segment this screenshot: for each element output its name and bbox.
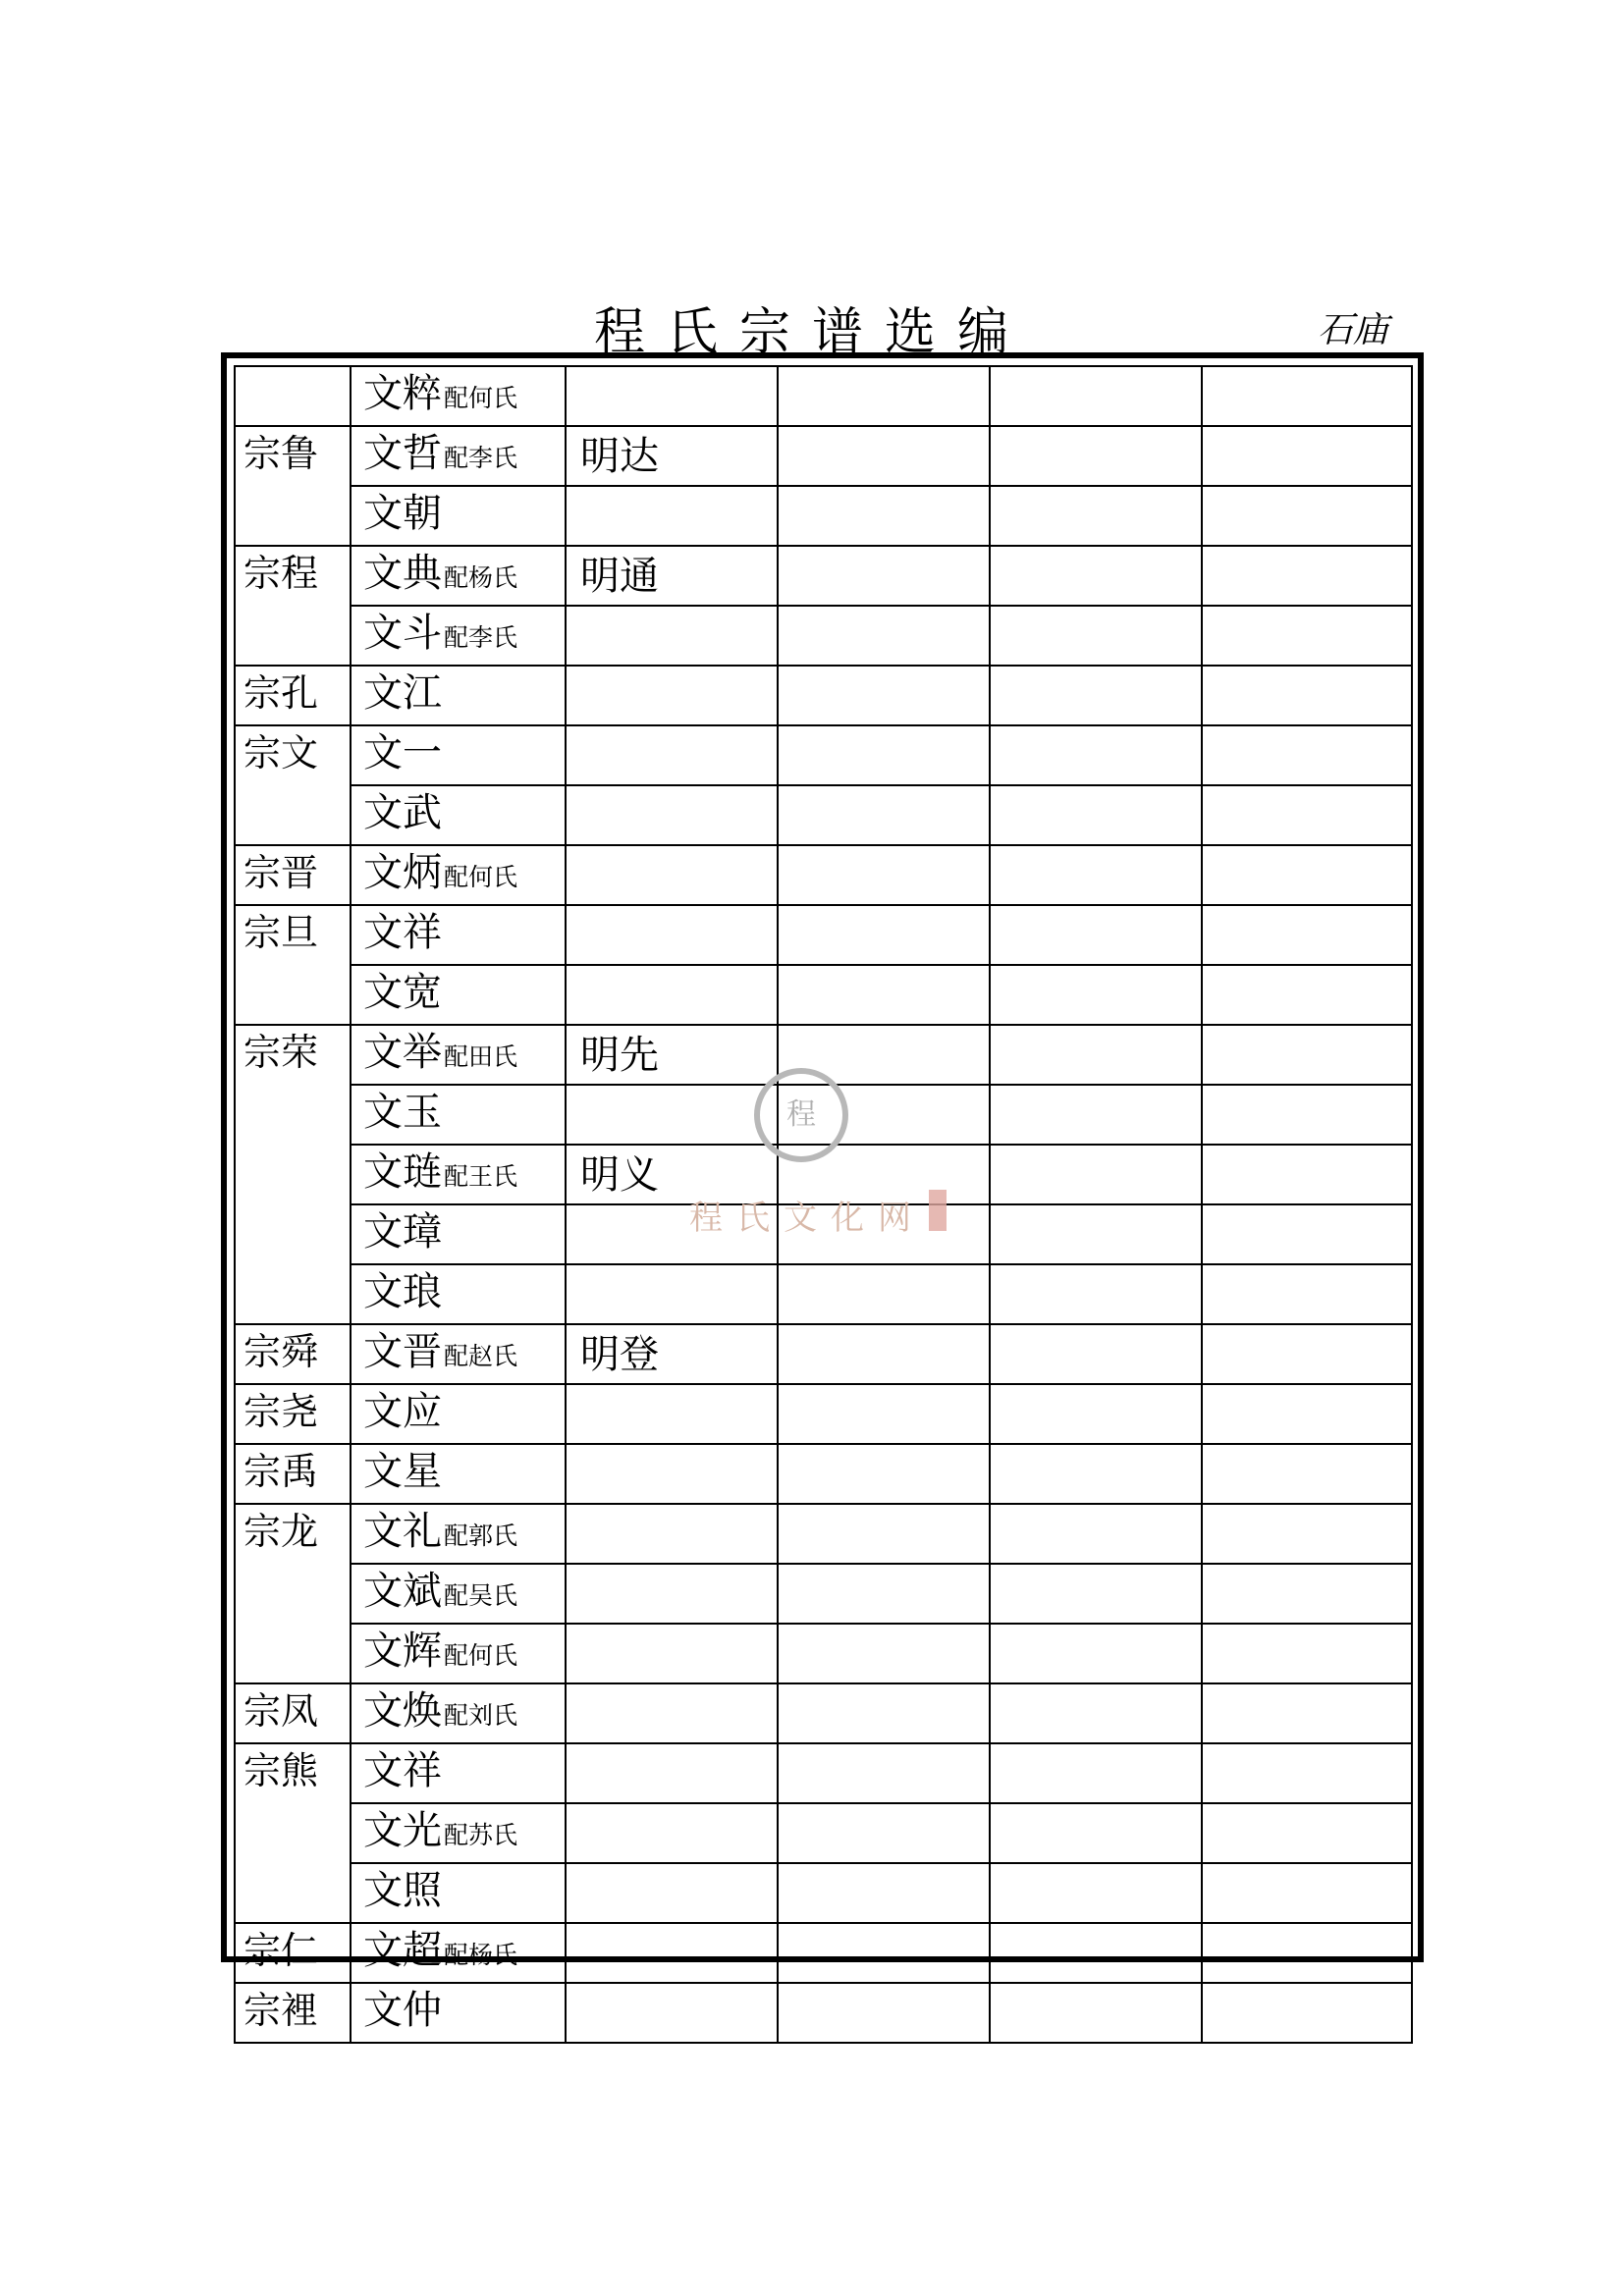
spouse-note: 配杨氏	[444, 563, 518, 592]
wen-generation-cell	[351, 426, 566, 486]
empty-generation-cell	[1202, 606, 1412, 666]
member-name: 文江	[363, 670, 442, 716]
table-row	[235, 1624, 1412, 1683]
ming-generation-cell	[566, 1564, 778, 1624]
ming-generation-cell: 明登	[566, 1324, 778, 1384]
empty-generation-cell	[1202, 1983, 1412, 2043]
empty-generation-cell	[778, 1264, 990, 1324]
empty-generation-cell	[1202, 546, 1412, 606]
empty-generation-cell	[990, 486, 1202, 546]
empty-generation-cell	[990, 1085, 1202, 1145]
empty-generation-cell	[990, 1264, 1202, 1324]
table-row	[235, 965, 1412, 1025]
empty-generation-cell	[1202, 1803, 1412, 1863]
empty-generation-cell	[778, 1624, 990, 1683]
watermark-site-name: 程氏文化网	[689, 1199, 925, 1238]
ming-generation-cell: 明达	[566, 426, 778, 486]
empty-generation-cell	[990, 1384, 1202, 1444]
empty-generation-cell	[990, 1444, 1202, 1504]
empty-generation-cell	[1202, 1624, 1412, 1683]
empty-generation-cell	[1202, 1504, 1412, 1564]
empty-generation-cell	[778, 666, 990, 725]
ming-generation-cell	[566, 486, 778, 546]
table-row	[235, 1264, 1412, 1324]
empty-generation-cell	[1202, 845, 1412, 905]
zong-generation-cell: 宗龙	[235, 1504, 351, 1683]
ming-generation-cell	[566, 666, 778, 725]
zong-generation-cell: 宗文	[235, 725, 351, 845]
empty-generation-cell	[1202, 1743, 1412, 1803]
spouse-note: 配郭氏	[444, 1522, 518, 1550]
spouse-note: 配何氏	[444, 863, 518, 891]
wen-generation-cell	[351, 1204, 566, 1264]
member-name: 文璋	[363, 1209, 442, 1255]
table-row	[235, 785, 1412, 845]
table-row	[235, 1384, 1412, 1444]
spouse-note: 配赵氏	[444, 1342, 518, 1370]
member-name: 文斗	[363, 611, 442, 656]
empty-generation-cell	[778, 725, 990, 785]
table-row	[235, 845, 1412, 905]
table-row	[235, 1564, 1412, 1624]
empty-generation-cell	[990, 1564, 1202, 1624]
ming-generation-cell	[566, 1444, 778, 1504]
empty-generation-cell	[990, 1863, 1202, 1923]
member-name: 文一	[363, 730, 442, 775]
empty-generation-cell	[778, 785, 990, 845]
zong-generation-cell: 宗裡	[235, 1983, 351, 2043]
empty-generation-cell	[778, 1683, 990, 1743]
genealogy-table-frame	[221, 352, 1424, 2033]
wen-generation-cell	[351, 785, 566, 845]
zong-generation-cell: 宗舜	[235, 1324, 351, 1384]
wen-generation-cell	[351, 666, 566, 725]
member-name: 文斌	[363, 1569, 442, 1614]
zong-generation-cell: 宗晋	[235, 845, 351, 905]
spouse-note: 配吴氏	[444, 1581, 518, 1610]
empty-generation-cell	[778, 1444, 990, 1504]
member-name: 文祥	[363, 1748, 442, 1793]
empty-generation-cell	[990, 1145, 1202, 1204]
empty-generation-cell	[778, 366, 990, 426]
ming-generation-cell	[566, 1085, 778, 1145]
empty-generation-cell	[778, 1384, 990, 1444]
wen-generation-cell	[351, 725, 566, 785]
watermark-stamp-icon	[929, 1190, 947, 1231]
empty-generation-cell	[778, 1564, 990, 1624]
table-row	[235, 1983, 1412, 2043]
table-row	[235, 1743, 1412, 1803]
member-name: 文仲	[363, 1988, 442, 2033]
spouse-note: 配王氏	[444, 1162, 518, 1191]
empty-generation-cell	[990, 1983, 1202, 2043]
empty-generation-cell	[1202, 1264, 1412, 1324]
member-name: 文礼	[363, 1509, 442, 1554]
zong-generation-cell: 宗凤	[235, 1683, 351, 1743]
ming-generation-cell	[566, 905, 778, 965]
empty-generation-cell	[1202, 1025, 1412, 1085]
empty-generation-cell	[990, 366, 1202, 426]
wen-generation-cell	[351, 905, 566, 965]
empty-generation-cell	[778, 1504, 990, 1564]
page-title: 程氏宗谱选编	[593, 303, 1030, 362]
member-name: 文典	[363, 551, 442, 596]
member-name: 文炳	[363, 850, 442, 895]
wen-generation-cell	[351, 1863, 566, 1923]
zong-generation-cell: 宗禹	[235, 1444, 351, 1504]
table-row	[235, 1803, 1412, 1863]
empty-generation-cell	[778, 1923, 990, 1983]
ming-generation-cell	[566, 606, 778, 666]
ming-generation-cell	[566, 1683, 778, 1743]
empty-generation-cell	[778, 1324, 990, 1384]
wen-generation-cell	[351, 965, 566, 1025]
empty-generation-cell	[1202, 1683, 1412, 1743]
empty-generation-cell	[1202, 1324, 1412, 1384]
member-name: 文焕	[363, 1688, 442, 1734]
table-row	[235, 1863, 1412, 1923]
spouse-note: 配杨氏	[444, 1941, 518, 1969]
ming-generation-cell	[566, 785, 778, 845]
empty-generation-cell	[1202, 1863, 1412, 1923]
ming-generation-cell	[566, 1743, 778, 1803]
wen-generation-cell	[351, 1743, 566, 1803]
empty-generation-cell	[990, 785, 1202, 845]
table-row	[235, 606, 1412, 666]
empty-generation-cell	[778, 965, 990, 1025]
empty-generation-cell	[778, 1863, 990, 1923]
ming-generation-cell	[566, 1264, 778, 1324]
ming-generation-cell	[566, 1624, 778, 1683]
member-name: 文琏	[363, 1149, 442, 1195]
member-name: 文照	[363, 1868, 442, 1913]
empty-generation-cell	[778, 1803, 990, 1863]
wen-generation-cell	[351, 1145, 566, 1204]
empty-generation-cell	[1202, 1564, 1412, 1624]
member-name: 文超	[363, 1928, 442, 1973]
ming-generation-cell	[566, 1863, 778, 1923]
empty-generation-cell	[990, 426, 1202, 486]
zong-generation-cell: 宗尧	[235, 1384, 351, 1444]
empty-generation-cell	[778, 426, 990, 486]
table-row	[235, 1444, 1412, 1504]
empty-generation-cell	[1202, 366, 1412, 426]
wen-generation-cell	[351, 1384, 566, 1444]
watermark-seal-icon: 程	[754, 1068, 848, 1162]
ming-generation-cell	[566, 366, 778, 426]
wen-generation-cell	[351, 606, 566, 666]
table-row	[235, 486, 1412, 546]
wen-generation-cell	[351, 1624, 566, 1683]
empty-generation-cell	[990, 1923, 1202, 1983]
empty-generation-cell	[990, 1743, 1202, 1803]
empty-generation-cell	[1202, 666, 1412, 725]
empty-generation-cell	[778, 486, 990, 546]
table-row	[235, 1504, 1412, 1564]
member-name: 文光	[363, 1808, 442, 1853]
member-name: 文哲	[363, 431, 442, 476]
table-row	[235, 666, 1412, 725]
wen-generation-cell	[351, 845, 566, 905]
empty-generation-cell	[778, 905, 990, 965]
empty-generation-cell	[778, 845, 990, 905]
ming-generation-cell: 明先	[566, 1025, 778, 1085]
wen-generation-cell	[351, 1803, 566, 1863]
zong-generation-cell: 宗熊	[235, 1743, 351, 1923]
empty-generation-cell	[1202, 1444, 1412, 1504]
wen-generation-cell	[351, 1983, 566, 2043]
wen-generation-cell	[351, 366, 566, 426]
member-name: 文星	[363, 1449, 442, 1494]
empty-generation-cell	[990, 666, 1202, 725]
wen-generation-cell	[351, 1564, 566, 1624]
empty-generation-cell	[1202, 486, 1412, 546]
wen-generation-cell	[351, 486, 566, 546]
empty-generation-cell	[990, 905, 1202, 965]
member-name: 文武	[363, 790, 442, 835]
wen-generation-cell	[351, 1264, 566, 1324]
empty-generation-cell	[1202, 1384, 1412, 1444]
table-row	[235, 426, 1412, 486]
table-row	[235, 1683, 1412, 1743]
empty-generation-cell	[778, 1983, 990, 2043]
ming-generation-cell	[566, 1983, 778, 2043]
ming-generation-cell	[566, 1384, 778, 1444]
empty-generation-cell	[990, 725, 1202, 785]
table-row	[235, 366, 1412, 426]
zong-generation-cell: 宗旦	[235, 905, 351, 1025]
member-name: 文应	[363, 1389, 442, 1434]
empty-generation-cell	[1202, 1923, 1412, 1983]
member-name: 文朝	[363, 491, 442, 536]
spouse-note: 配刘氏	[444, 1701, 518, 1730]
wen-generation-cell	[351, 1504, 566, 1564]
zong-generation-cell: 宗仁	[235, 1923, 351, 1983]
ming-generation-cell	[566, 725, 778, 785]
ming-generation-cell	[566, 845, 778, 905]
wen-generation-cell	[351, 1683, 566, 1743]
empty-generation-cell	[990, 1324, 1202, 1384]
spouse-note: 配李氏	[444, 444, 518, 472]
empty-generation-cell	[990, 1803, 1202, 1863]
member-name: 文宽	[363, 970, 442, 1015]
spouse-note: 配田氏	[444, 1042, 518, 1071]
ming-generation-cell	[566, 1923, 778, 1983]
empty-generation-cell	[990, 1204, 1202, 1264]
empty-generation-cell	[1202, 965, 1412, 1025]
empty-generation-cell	[1202, 1204, 1412, 1264]
zong-generation-cell	[235, 366, 351, 426]
member-name: 文琅	[363, 1269, 442, 1314]
empty-generation-cell	[778, 546, 990, 606]
empty-generation-cell	[1202, 725, 1412, 785]
zong-generation-cell: 宗程	[235, 546, 351, 666]
ming-generation-cell	[566, 1504, 778, 1564]
location-label: 石庙	[1318, 310, 1389, 350]
spouse-note: 配何氏	[444, 384, 518, 412]
member-name: 文晋	[363, 1329, 442, 1374]
zong-generation-cell: 宗鲁	[235, 426, 351, 546]
empty-generation-cell	[1202, 905, 1412, 965]
wen-generation-cell	[351, 1324, 566, 1384]
wen-generation-cell	[351, 1025, 566, 1085]
ming-generation-cell	[566, 965, 778, 1025]
table-row	[235, 905, 1412, 965]
empty-generation-cell	[990, 1683, 1202, 1743]
wen-generation-cell	[351, 1923, 566, 1983]
wen-generation-cell	[351, 1085, 566, 1145]
zong-generation-cell: 宗孔	[235, 666, 351, 725]
empty-generation-cell	[990, 1504, 1202, 1564]
member-name: 文举	[363, 1030, 442, 1075]
empty-generation-cell	[990, 1624, 1202, 1683]
empty-generation-cell	[1202, 1145, 1412, 1204]
member-name: 文粹	[363, 371, 442, 416]
ming-generation-cell: 明通	[566, 546, 778, 606]
ming-generation-cell: 明义	[566, 1145, 778, 1204]
wen-generation-cell	[351, 546, 566, 606]
empty-generation-cell	[778, 606, 990, 666]
wen-generation-cell	[351, 1444, 566, 1504]
ming-generation-cell	[566, 1803, 778, 1863]
table-row	[235, 1324, 1412, 1384]
table-row	[235, 546, 1412, 606]
spouse-note: 配苏氏	[444, 1821, 518, 1849]
table-row	[235, 1923, 1412, 1983]
zong-generation-cell: 宗荣	[235, 1025, 351, 1324]
empty-generation-cell	[1202, 785, 1412, 845]
empty-generation-cell	[990, 965, 1202, 1025]
member-name: 文祥	[363, 910, 442, 955]
spouse-note: 配何氏	[444, 1641, 518, 1670]
empty-generation-cell	[990, 606, 1202, 666]
empty-generation-cell	[778, 1743, 990, 1803]
spouse-note: 配李氏	[444, 623, 518, 652]
empty-generation-cell	[1202, 426, 1412, 486]
table-row	[235, 725, 1412, 785]
empty-generation-cell	[990, 845, 1202, 905]
member-name: 文辉	[363, 1629, 442, 1674]
empty-generation-cell	[990, 546, 1202, 606]
member-name: 文玉	[363, 1090, 442, 1135]
empty-generation-cell	[1202, 1085, 1412, 1145]
empty-generation-cell	[990, 1025, 1202, 1085]
